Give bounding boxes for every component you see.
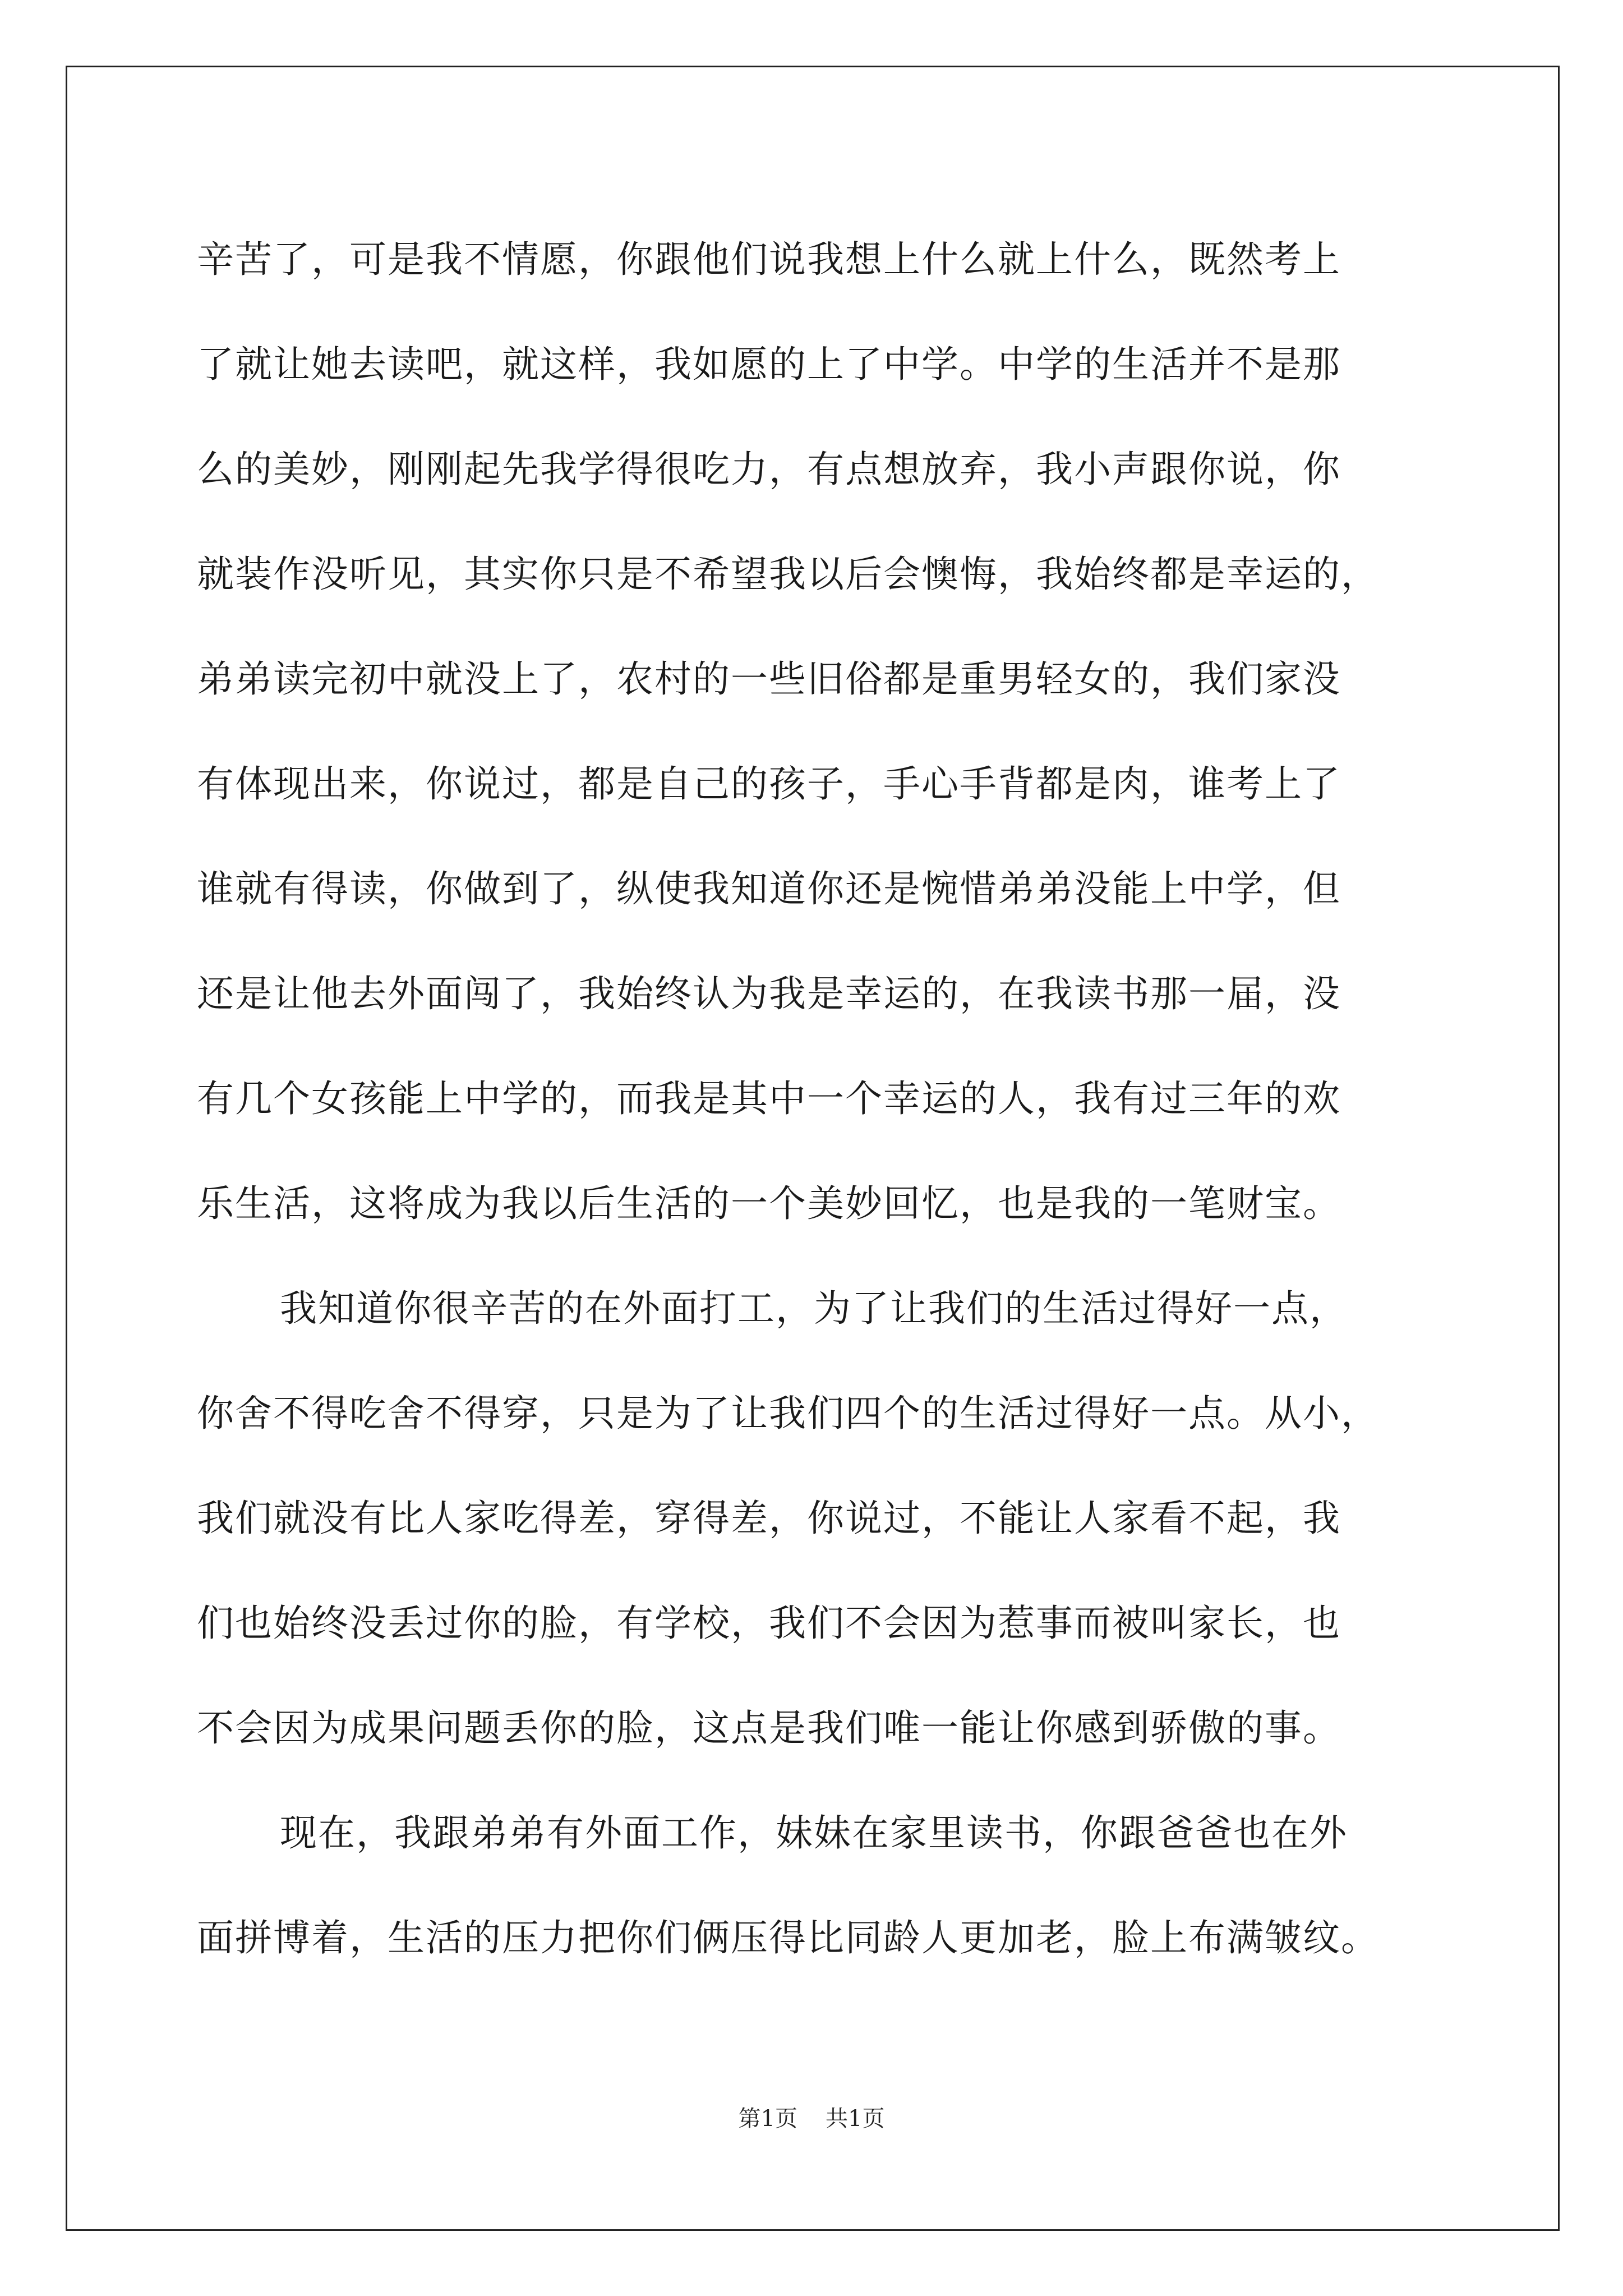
text-line: 乐生活，这将成为我以后生活的一个美妙回忆，也是我的一笔财宝。 — [197, 1182, 1341, 1225]
page-footer — [0, 2105, 1623, 2132]
text-line: 我们就没有比人家吃得差，穿得差，你说过，不能让人家看不起，我 — [197, 1497, 1341, 1540]
text-line: 面拼博着，生活的压力把你们俩压得比同龄人更加老，脸上布满皱纹。 — [197, 1916, 1379, 1959]
text-line: 有几个女孩能上中学的，而我是其中一个幸运的人，我有过三年的欢 — [197, 1077, 1341, 1120]
text-line: 我知道你很辛苦的在外面打工，为了让我们的生活过得好一点， — [280, 1287, 1348, 1330]
text-line: 不会因为成果问题丢你的脸，这点是我们唯一能让你感到骄傲的事。 — [197, 1706, 1341, 1750]
document-body — [197, 207, 1481, 1990]
text-line: 弟弟读完初中就没上了，农村的一些旧俗都是重男轻女的，我们家没 — [197, 657, 1341, 701]
text-line: 你舍不得吃舍不得穿，只是为了让我们四个的生活过得好一点。从小， — [197, 1392, 1379, 1435]
paragraph-1 — [197, 207, 1481, 1256]
paragraph-3 — [197, 1780, 1481, 1990]
text-line: 们也始终没丢过你的脸，有学校，我们不会因为惹事而被叫家长，也 — [197, 1602, 1341, 1645]
text-line: 就装作没听见，其实你只是不希望我以后会懊悔，我始终都是幸运的， — [197, 553, 1379, 596]
text-line: 还是让他去外面闯了，我始终认为我是幸运的，在我读书那一届，没 — [197, 972, 1341, 1015]
text-line: 辛苦了，可是我不情愿，你跟他们说我想上什么就上什么，既然考上 — [197, 238, 1341, 281]
page-number: 第1页 — [738, 2106, 797, 2132]
page-total: 共1页 — [826, 2106, 885, 2132]
paragraph-2 — [197, 1256, 1481, 1780]
text-line: 么的美妙，刚刚起先我学得很吃力，有点想放弃，我小声跟你说，你 — [197, 448, 1341, 491]
text-line: 现在，我跟弟弟有外面工作，妹妹在家里读书，你跟爸爸也在外 — [280, 1811, 1348, 1855]
text-line: 了就让她去读吧，就这样，我如愿的上了中学。中学的生活并不是那 — [197, 343, 1341, 386]
text-line: 有体现出来，你说过，都是自己的孩子，手心手背都是肉，谁考上了 — [197, 762, 1341, 806]
text-line: 谁就有得读，你做到了，纵使我知道你还是惋惜弟弟没能上中学，但 — [197, 867, 1341, 910]
